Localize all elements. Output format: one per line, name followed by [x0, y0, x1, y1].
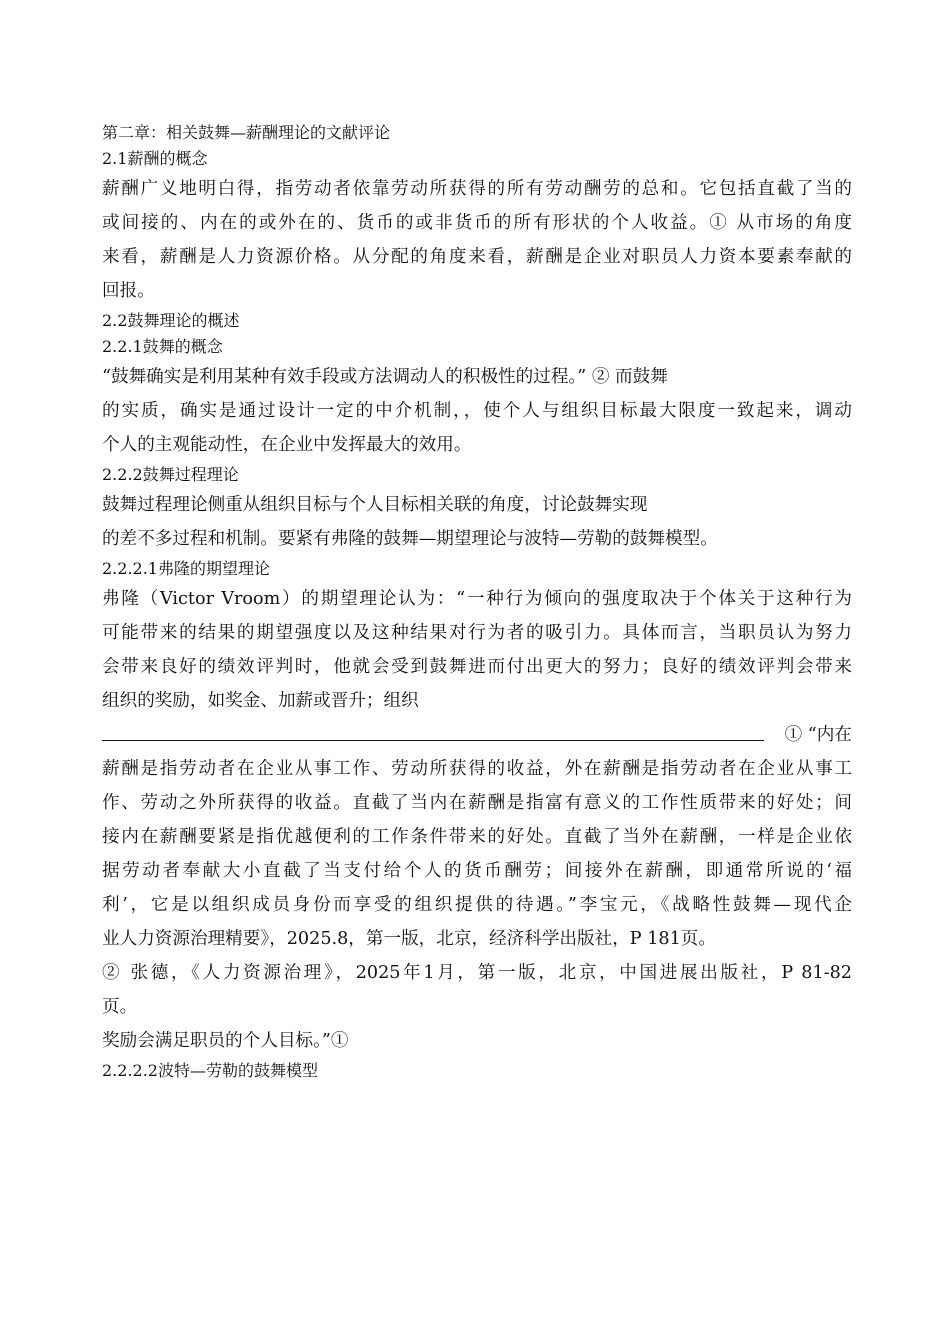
footnote-line: 业人力资源治理精要》，2025.8，第一版，北京，经济科学出版社，P 181页。 [102, 929, 716, 949]
paragraph-line: 弗隆（Victor Vroom）的期望理论认为：“一种行为倾向的强度取决于个体关于这种行为 [102, 589, 852, 609]
section-2-2-2-heading: 2.2.2鼓舞过程理论 [102, 465, 239, 484]
footnote-line: ② 张德，《人力资源治理》，2025年1月，第一版，北京，中国进展出版社，P 81-82 [102, 963, 852, 983]
paragraph-line: 来看，薪酬是人力资源价格。从分配的角度来看，薪酬是企业对职员人力资本要素奉献的 [102, 247, 852, 267]
section-2-2-2-1-paragraph [102, 582, 852, 718]
paragraph-line: 会带来良好的绩效评判时，他就会受到鼓舞进而付出更大的努力；良好的绩效评判会带来 [102, 657, 852, 677]
section-2-2-2-1-heading: 2.2.2.1弗隆的期望理论 [102, 559, 270, 578]
paragraph-line: “鼓舞确实是利用某种有效手段或方法调动人的积极性的过程。” ② 而鼓舞 [102, 367, 668, 387]
section-2-2-heading: 2.2鼓舞理论的概述 [102, 311, 240, 330]
section-2-2-2-2-heading: 2.2.2.2波特—劳勒的鼓舞模型 [102, 1061, 318, 1080]
footnote-line: 利’，它是以组织成员身份而享受的组织提供的待遇。”李宝元，《战略性鼓舞—现代企 [102, 895, 852, 915]
footnote-separator-row [102, 718, 852, 752]
paragraph-line: 薪酬广义地明白得，指劳动者依靠劳动所获得的所有劳动酬劳的总和。它包括直截了当的 [102, 179, 852, 199]
footnote-block [102, 752, 852, 1024]
paragraph-line: 鼓舞过程理论侧重从组织目标与个人目标相关联的角度，讨论鼓舞实现 [102, 495, 648, 515]
footnote-marker: ① “内在 [784, 725, 852, 745]
section-2-2-1-heading: 2.2.1鼓舞的概念 [102, 337, 223, 356]
footnote-line: 页。 [102, 997, 138, 1017]
footnote-line: 接内在薪酬要紧是指优越便利的工作条件带来的好处。直截了当外在薪酬，一样是企业依 [102, 827, 852, 847]
section-2-2-1-paragraph [102, 360, 852, 462]
paragraph-line: 的实质，确实是通过设计一定的中介机制，，使个人与组织目标最大限度一致起来，调动 [102, 401, 852, 421]
paragraph-line: 可能带来的结果的期望强度以及这种结果对行为者的吸引力。具体而言，当职员认为努力 [102, 623, 852, 643]
paragraph-line: 组织的奖励，如奖金、加薪或晋升；组织 [102, 691, 419, 711]
section-2-1-paragraph [102, 172, 852, 308]
section-2-2-2-paragraph [102, 488, 852, 556]
paragraph-line: 的差不多过程和机制。要紧有弗隆的鼓舞—期望理论与波特—劳勒的鼓舞模型。 [102, 529, 718, 549]
section-2-1-heading: 2.1薪酬的概念 [102, 149, 208, 168]
footnote-line: 薪酬是指劳动者在企业从事工作、劳动所获得的收益，外在薪酬是指劳动者在企业从事工 [102, 759, 852, 779]
paragraph-line: 或间接的、内在的或外在的、货币的或非货币的所有形状的个人收益。① 从市场的角度 [102, 213, 852, 233]
footnote-line: 据劳动者奉献大小直截了当支付给个人的货币酬劳；间接外在薪酬，即通常所说的‘福 [102, 861, 852, 881]
footnote-separator-line [102, 740, 764, 741]
document-page [102, 120, 852, 1084]
continuation-line: 奖励会满足职员的个人目标。”① [102, 1031, 349, 1051]
footnote-line: 作、劳动之外所获得的收益。直截了当内在薪酬是指富有意义的工作性质带来的好处；间 [102, 793, 852, 813]
paragraph-line: 个人的主观能动性，在企业中发挥最大的效用。 [102, 435, 472, 455]
chapter-title: 第二章：相关鼓舞—薪酬理论的文献评论 [102, 123, 391, 142]
paragraph-line: 回报。 [102, 281, 155, 301]
